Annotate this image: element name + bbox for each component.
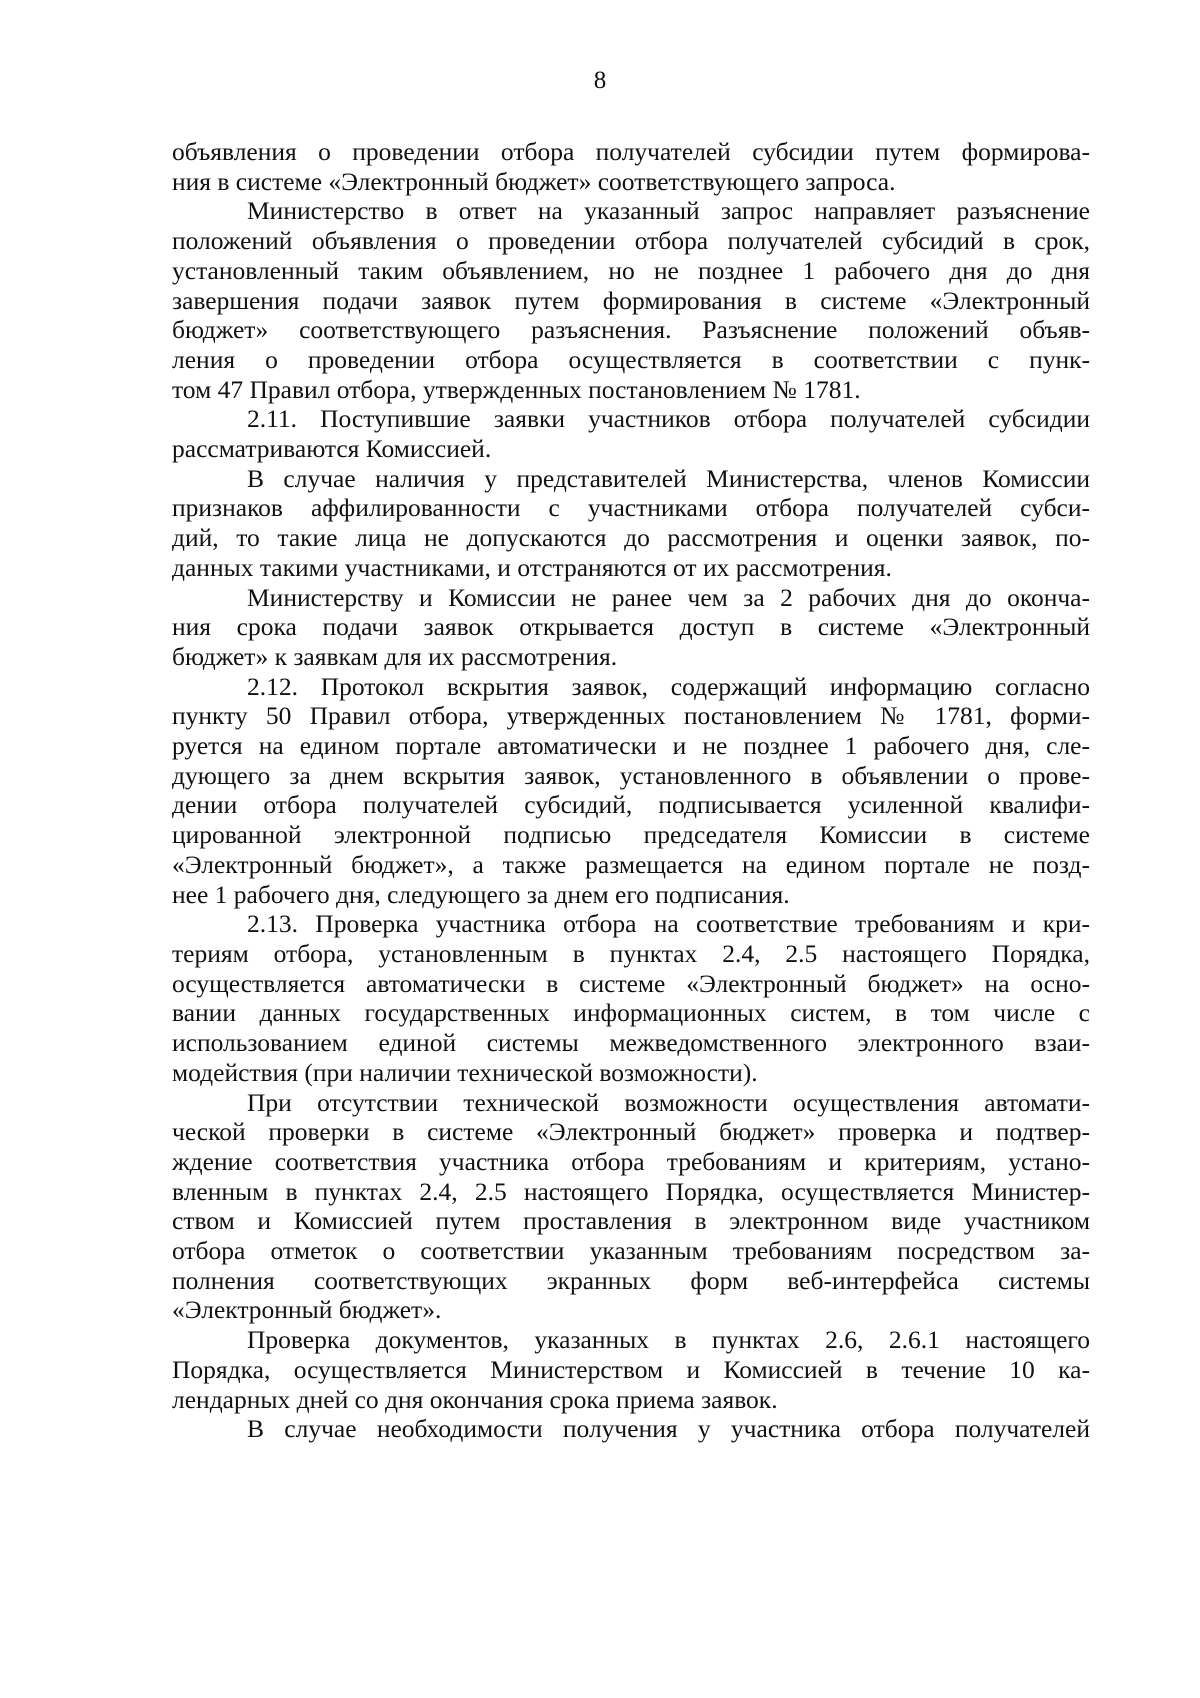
text-line: дении отбора получателей субсидий, подписывается усиленной квалифи- [172, 790, 1090, 820]
text-line: Министерство в ответ на указанный запрос направляет разъяснение [247, 196, 1090, 226]
page-number: 8 [593, 67, 607, 94]
text-line: цированной электронной подписью председателя Комиссии в системе [172, 820, 1090, 850]
text-line: 2.13. Проверка участника отбора на соответствие требованиям и кри- [247, 909, 1090, 939]
text-line: Проверка документов, указанных в пунктах 2.6, 2.6.1 настоящего [247, 1325, 1090, 1355]
text-line: использованием единой системы межведомственного электронного взаи- [172, 1028, 1090, 1058]
text-line: ния в системе «Электронный бюджет» соответствующего запроса. [172, 166, 896, 196]
paragraph [172, 1088, 1090, 1326]
text-line: завершения подачи заявок путем формирования в системе «Электронный [172, 285, 1090, 315]
paragraph [172, 404, 1090, 463]
text-line: ством и Комиссией путем проставления в электронном виде участником [172, 1206, 1090, 1236]
text-line: модействия (при наличии технической возможности). [172, 1057, 758, 1087]
text-line: нее 1 рабочего дня, следующего за днем его подписания. [172, 879, 790, 909]
text-line: полнения соответствующих экранных форм веб-интерфейса системы [172, 1265, 1090, 1295]
text-line: вании данных государственных информационных систем, в том числе с [172, 998, 1090, 1028]
text-line: 2.12. Протокол вскрытия заявок, содержащий информацию согласно [247, 671, 1090, 701]
paragraph [172, 464, 1090, 583]
text-line: данных такими участниками, и отстраняются от их рассмотрения. [172, 552, 892, 582]
text-line: том 47 Правил отбора, утвержденных постановлением № 1781. [172, 374, 861, 404]
text-line: отбора отметок о соответствии указанным требованиям посредством за- [172, 1236, 1090, 1266]
text-line: установленный таким объявлением, но не позднее 1 рабочего дня до дня [172, 255, 1090, 285]
text-line: положений объявления о проведении отбора получателей субсидий в срок, [172, 226, 1090, 256]
text-line: признаков аффилированности с участниками отбора получателей субси- [172, 493, 1090, 523]
text-line: объявления о проведении отбора получателей субсидии путем формирова- [172, 137, 1090, 166]
paragraph [172, 1414, 1090, 1444]
text-line: ческой проверки в системе «Электронный бюджет» проверка и подтвер- [172, 1117, 1090, 1147]
text-line: териям отбора, установленным в пунктах 2.4, 2.5 настоящего Порядка, [172, 938, 1090, 968]
text-line: В случае необходимости получения у участника отбора получателей [247, 1414, 1090, 1444]
text-line: дующего за днем вскрытия заявок, установленного в объявлении о прове- [172, 760, 1090, 790]
paragraph [172, 196, 1090, 404]
text-line: лендарных дней со дня окончания срока приема заявок. [172, 1384, 778, 1414]
paragraph [172, 137, 1090, 196]
text-line: осуществляется автоматически в системе «Электронный бюджет» на осно- [172, 968, 1090, 998]
text-line: бюджет» к заявкам для их рассмотрения. [172, 641, 618, 671]
text-line: дий, то такие лица не допускаются до рассмотрения и оценки заявок, по- [172, 523, 1090, 553]
text-line: ния срока подачи заявок открывается доступ в системе «Электронный [172, 612, 1090, 642]
text-line: Порядка, осуществляется Министерством и Комиссией в течение 10 ка- [172, 1354, 1090, 1384]
text-line: ления о проведении отбора осуществляется в соответствии с пунк- [172, 344, 1090, 374]
text-line: пункту 50 Правил отбора, утвержденных постановлением № 1781, форми- [172, 701, 1090, 731]
paragraph [172, 583, 1090, 672]
text-line: «Электронный бюджет», а также размещается на едином портале не позд- [172, 849, 1090, 879]
paragraph [172, 1325, 1090, 1414]
paragraph [172, 909, 1090, 1087]
text-line: 2.11. Поступившие заявки участников отбора получателей субсидии [247, 404, 1090, 434]
text-line: вленным в пунктах 2.4, 2.5 настоящего Порядка, осуществляется Министер- [172, 1176, 1090, 1206]
text-line: ждение соответствия участника отбора требованиям и критериям, устано- [172, 1146, 1090, 1176]
text-line: В случае наличия у представителей Министерства, членов Комиссии [247, 463, 1090, 493]
paragraph [172, 672, 1090, 910]
text-line: руется на едином портале автоматически и не позднее 1 рабочего дня, сле- [172, 731, 1090, 761]
text-line: «Электронный бюджет». [172, 1295, 442, 1325]
text-line: рассматриваются Комиссией. [172, 434, 492, 464]
document-body [172, 137, 1090, 1444]
text-line: При отсутствии технической возможности осуществления автомати- [247, 1087, 1090, 1117]
text-line: Министерству и Комиссии не ранее чем за 2 рабочих дня до оконча- [247, 582, 1090, 612]
text-line: бюджет» соответствующего разъяснения. Разъяснение положений объяв- [172, 315, 1090, 345]
